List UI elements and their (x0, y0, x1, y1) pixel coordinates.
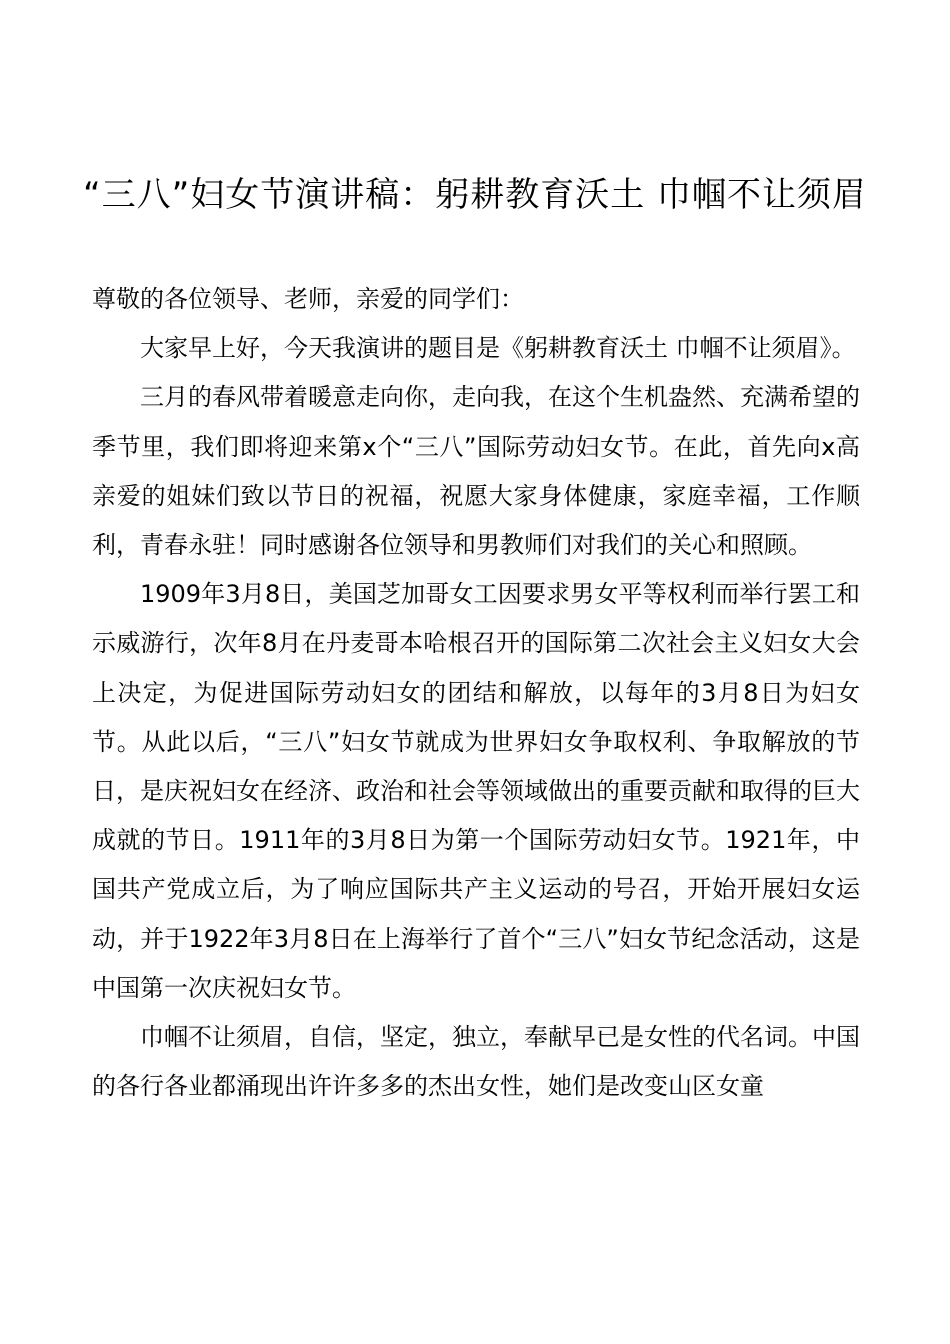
document-body (92, 275, 860, 1111)
paragraph-women: 巾帼不让须眉，自信，坚定，独立，奉献早已是女性的代名词。中国的各行各业都涌现出许许多多的杰出女性，她们是改变山区女童 (92, 1023, 860, 1101)
paragraph-spring: 三月的春风带着暖意走向你，走向我，在这个生机盎然、充满希望的季节里，我们即将迎来第x个“三八”国际劳动妇女节。在此，首先向x高亲爱的姐妹们致以节日的祝福，祝愿大家身体健康，家庭幸福，工作顺利，青春永驻！同时感谢各位领导和男教师们对我们的关心和照顾。 (92, 383, 860, 560)
paragraph-history: 1909年3月8日，美国芝加哥女工因要求男女平等权利而举行罢工和示威游行，次年8月在丹麦哥本哈根召开的国际第二次社会主义妇女大会上决定，为促进国际劳动妇女的团结和解放，以每年的3月8日为妇女节。从此以后，“三八”妇女节就成为世界妇女争取权利、争取解放的节日，是庆祝妇女在经济、政治和社会等领域做出的重要贡献和取得的巨大成就的节日。1911年的3月8日为第一个国际劳动妇女节。1921年，中国共产党成立后，为了响应国际共产主义运动的号召，开始开展妇女运动，并于1922年3月8日在上海举行了首个“三八”妇女节纪念活动，这是中国第一次庆祝妇女节。 (92, 580, 860, 1002)
paragraph-intro: 大家早上好，今天我演讲的题目是《躬耕教育沃土 巾帼不让须眉》。 (140, 334, 856, 363)
salutation: 尊敬的各位领导、老师，亲爱的同学们： (92, 285, 524, 313)
document-title: “三八”妇女节演讲稿：躬耕教育沃土 巾帼不让须眉 (82, 175, 868, 215)
